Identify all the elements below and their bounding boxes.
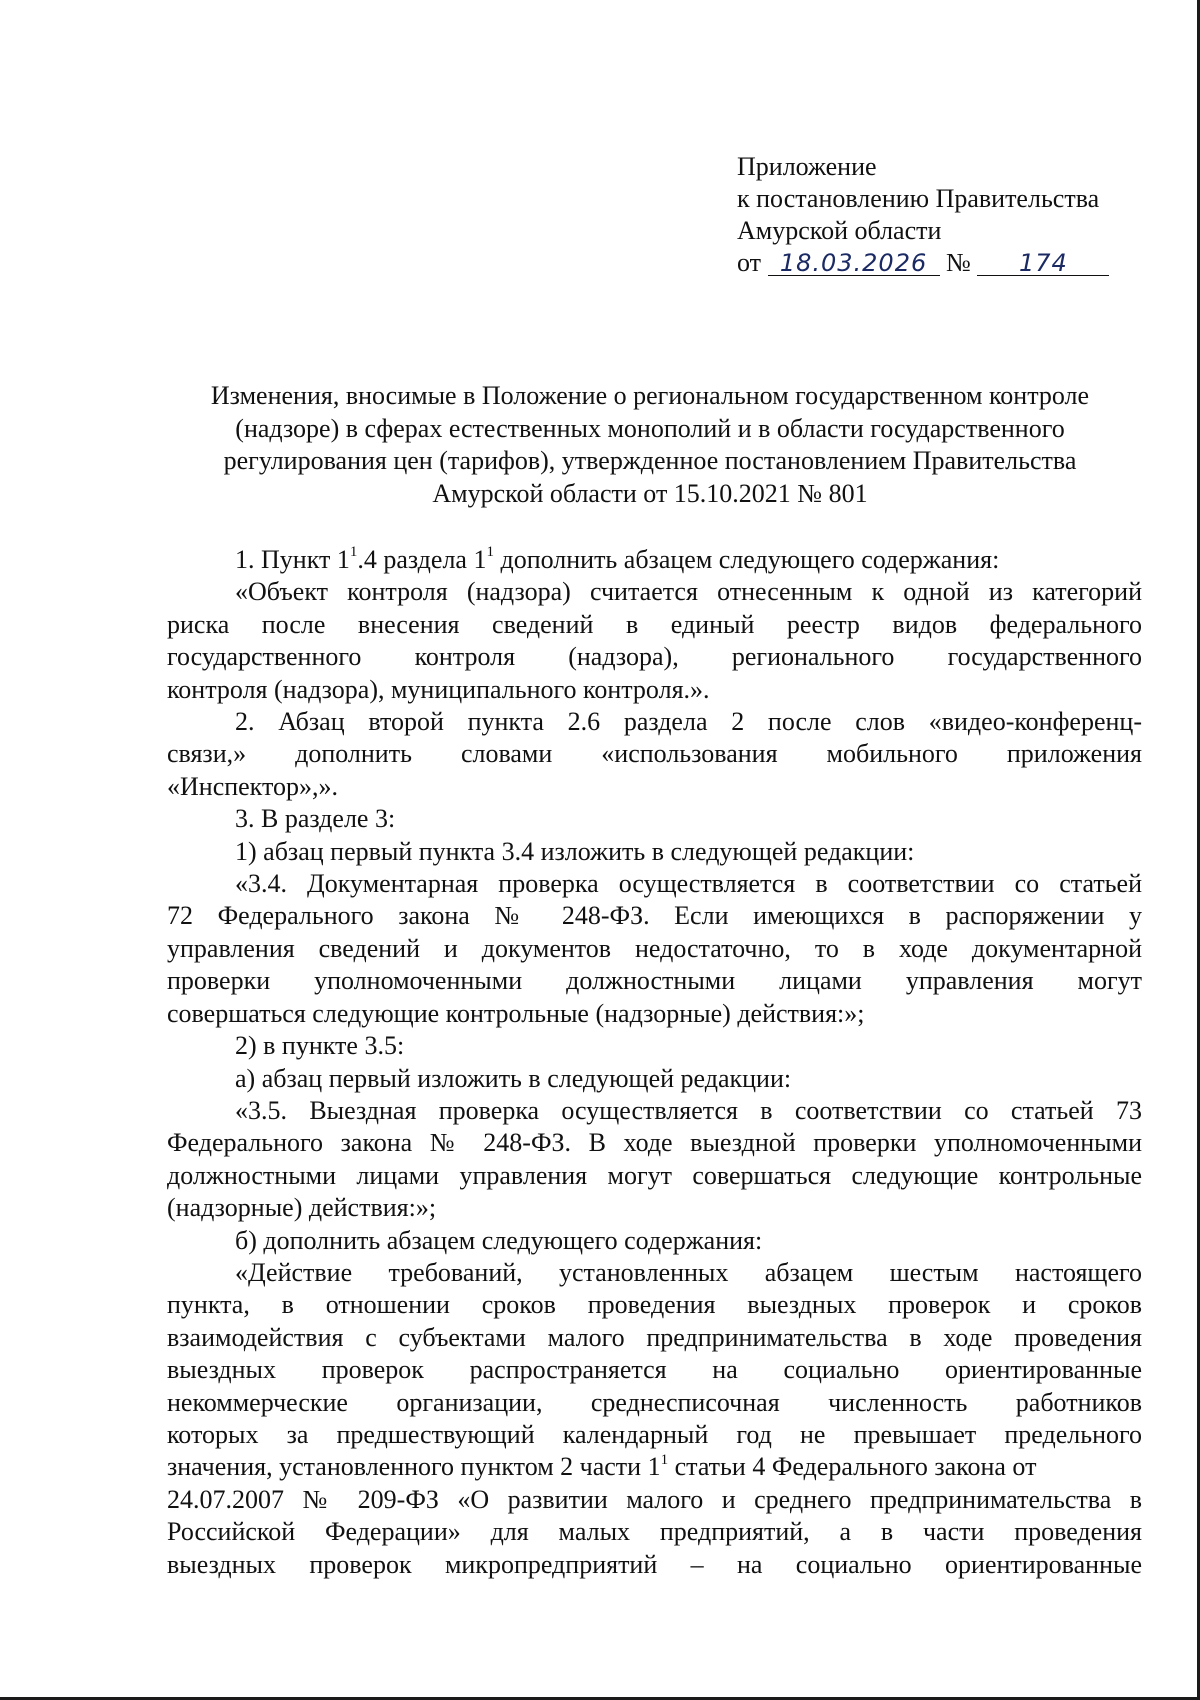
body-line: 1) абзац первый пункта 3.4 изложить в следующей редакции: xyxy=(235,836,915,866)
body-line: взаимодействия с субъектами малого предпринимательства в ходе проведения xyxy=(167,1322,1142,1352)
superscript: 1 xyxy=(486,544,494,561)
title-line: (надзоре) в сферах естественных монополий и в области государственного xyxy=(235,413,1065,443)
body-line xyxy=(167,1451,1142,1483)
body-line: контроля (надзора), муниципального контроля.». xyxy=(167,674,710,704)
body-line: проверки уполномоченными должностными лицами управления могут xyxy=(167,966,1142,996)
body-line: (надзорные) действия:»; xyxy=(167,1193,437,1223)
body-line: 3. В разделе 3: xyxy=(235,804,396,834)
appendix-line: к постановлению Правительства xyxy=(737,184,1100,213)
appendix-line: Амурской области xyxy=(737,216,942,245)
body-line: некоммерческие организации, среднесписочная численность работников xyxy=(167,1387,1142,1417)
body-line: связи,» дополнить словами «использования мобильного приложения xyxy=(167,739,1142,769)
body-line: 2. Абзац второй пункта 2.6 раздела 2 после слов «видео-конференц- xyxy=(235,707,1142,737)
body-line: 2) в пункте 3.5: xyxy=(235,1031,405,1061)
handwritten-date: 18.03.2026 xyxy=(768,251,940,276)
text-run: значения, установленного пунктом 2 части 1 xyxy=(167,1452,661,1482)
body-line: «Объект контроля (надзора) считается отнесенным к одной из категорий xyxy=(235,577,1142,607)
body-line: пункта, в отношении сроков проведения выездных проверок и сроков xyxy=(167,1290,1142,1320)
body-line: выездных проверок распространяется на социально ориентированные xyxy=(167,1355,1142,1385)
body-line: Российской Федерации» для малых предприятий, а в части проведения xyxy=(167,1517,1142,1547)
paragraph-1 xyxy=(167,544,1142,576)
appendix-line: Приложение xyxy=(737,152,877,181)
body-line: «3.4. Документарная проверка осуществляется в соответствии со статьей xyxy=(235,869,1142,899)
text-run: 1. Пункт 1 xyxy=(235,545,350,574)
document-body xyxy=(167,544,1142,1581)
body-line: «Действие требований, установленных абзацем шестым настоящего xyxy=(235,1257,1142,1287)
appendix-header xyxy=(737,151,1157,279)
superscript: 1 xyxy=(660,1451,669,1468)
title-line: Изменения, вносимые в Положение о региональном государственном контроле xyxy=(210,381,1090,410)
body-line: государственного контроля (надзора), регионального государственного xyxy=(167,642,1142,672)
body-line: управления сведений и документов недостаточно, то в ходе документарной xyxy=(167,933,1142,963)
appendix-date-line xyxy=(737,247,1157,279)
body-line: которых за предшествующий календарный год не превышает предельного xyxy=(167,1419,1142,1449)
body-line: а) абзац первый изложить в следующей редакции: xyxy=(235,1063,792,1093)
body-line: «3.5. Выездная проверка осуществляется в соответствии со статьей 73 xyxy=(235,1095,1142,1125)
text-run: дополнить абзацем следующего содержания: xyxy=(493,545,1000,574)
date-prefix: от xyxy=(737,248,762,277)
text-run: статьи 4 Федерального закона от xyxy=(668,1452,1037,1482)
body-line: должностными лицами управления могут совершаться следующие контрольные xyxy=(167,1160,1142,1190)
body-line: риска после внесения сведений в единый реестр видов федерального xyxy=(167,609,1142,639)
body-line: «Инспектор»,». xyxy=(167,771,338,801)
body-line: совершаться следующие контрольные (надзорные) действия:»; xyxy=(167,998,865,1028)
text-run: .4 раздела 1 xyxy=(357,545,487,574)
title-line: регулирования цен (тарифов), утвержденное постановлением Правительства xyxy=(223,446,1077,475)
handwritten-number: 174 xyxy=(977,251,1109,276)
body-line: Федерального закона № 248-ФЗ. В ходе выездной проверки уполномоченными xyxy=(167,1128,1142,1158)
superscript: 1 xyxy=(349,544,358,561)
number-sign: № xyxy=(946,248,971,277)
body-line: выездных проверок микропредприятий – на социально ориентированные xyxy=(167,1549,1142,1579)
body-line: 24.07.2007 № 209-ФЗ «О развитии малого и среднего предпринимательства в xyxy=(167,1484,1142,1514)
body-line: б) дополнить абзацем следующего содержания: xyxy=(235,1225,763,1255)
title-line: Амурской области от 15.10.2021 № 801 xyxy=(432,478,868,508)
body-line: 72 Федерального закона № 248-ФЗ. Если имеющихся в распоряжении у xyxy=(167,901,1142,931)
document-title xyxy=(150,380,1150,510)
